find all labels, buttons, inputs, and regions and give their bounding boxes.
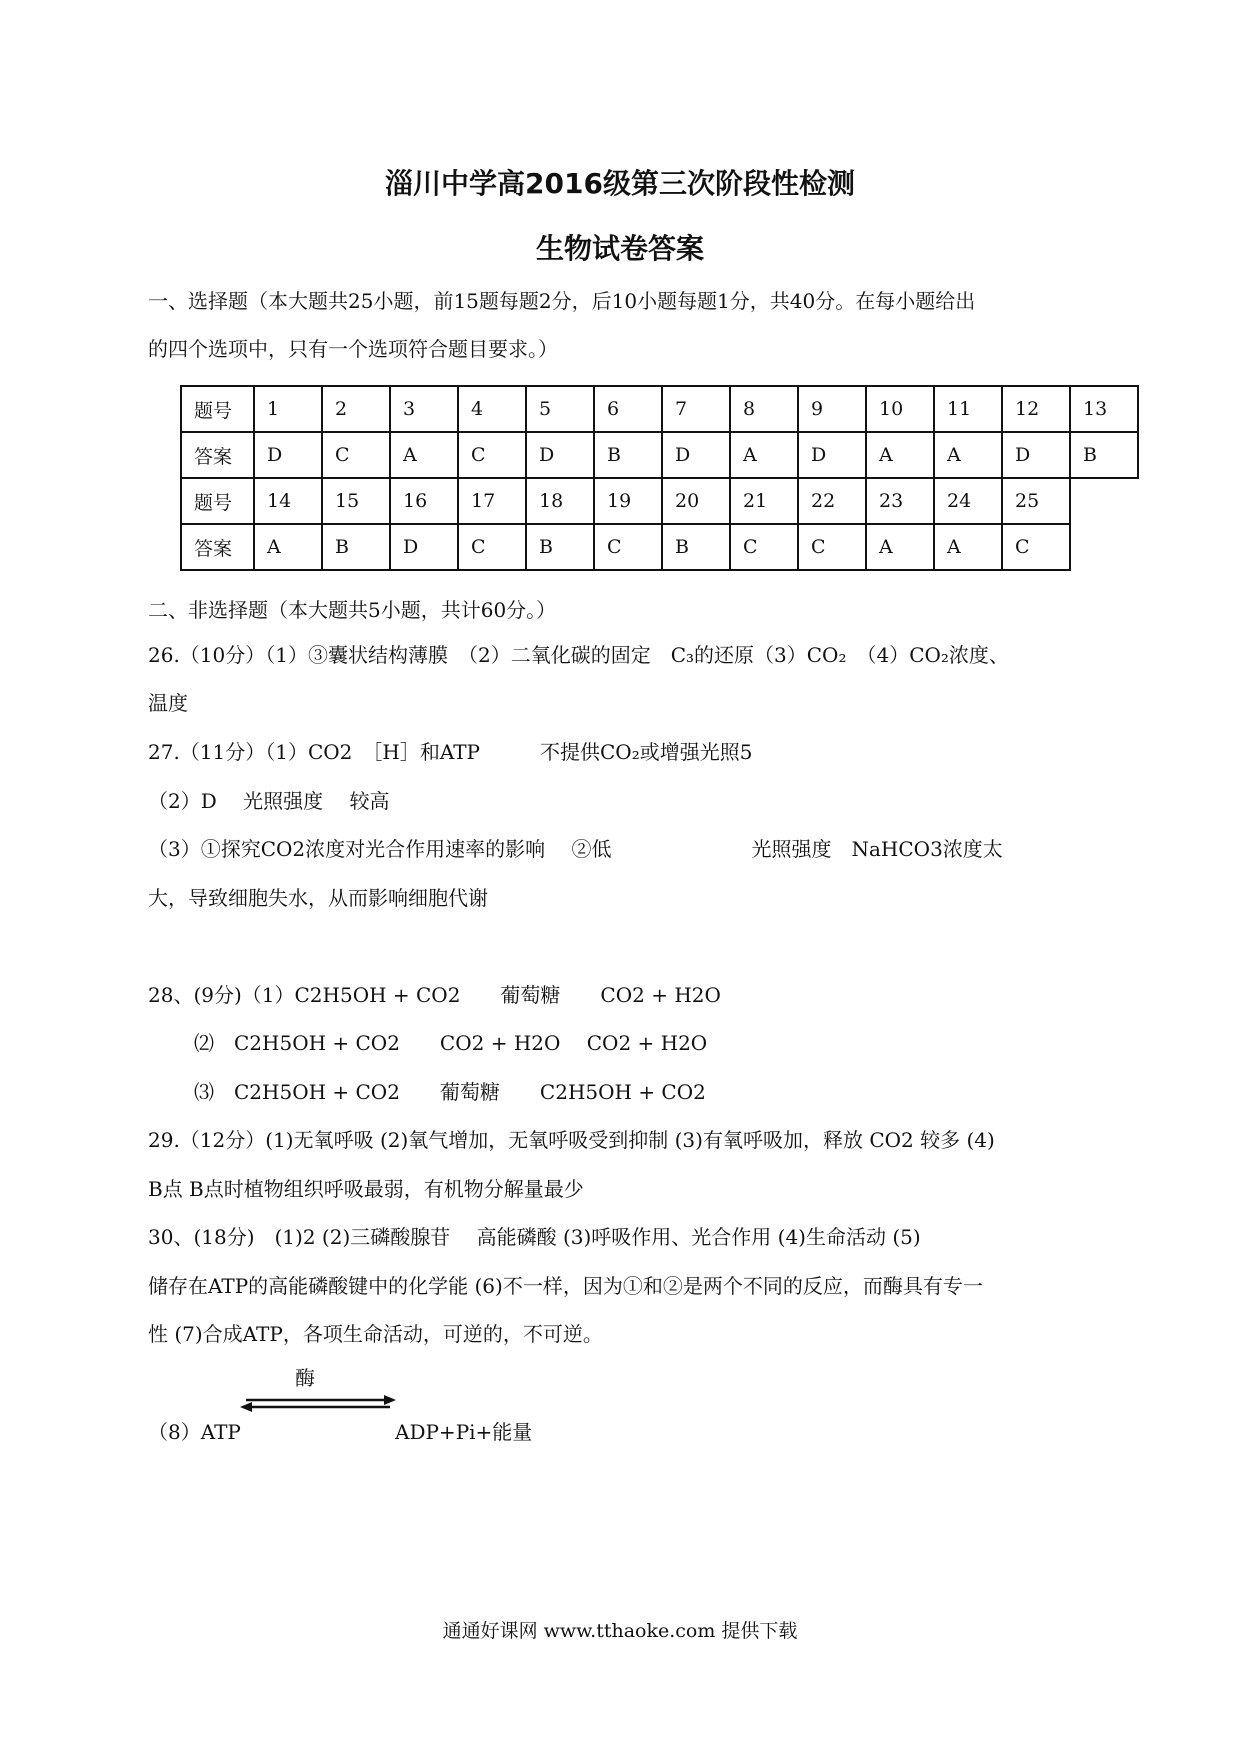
q28-line2: ⑵ C2H5OH + CO2 CO2 + H2O CO2 + H2O (194, 1031, 708, 1055)
answer-cell: C (798, 524, 866, 570)
answer-cell: A (730, 432, 798, 478)
answer-cell: A (254, 524, 322, 570)
question-number-cell: 3 (390, 386, 458, 432)
empty-cell (1070, 478, 1138, 524)
question-number-cell: 11 (934, 386, 1002, 432)
answer-cell: A (866, 524, 934, 570)
question-number-cell: 12 (1002, 386, 1070, 432)
answer-cell: A (390, 432, 458, 478)
table-row (181, 386, 1138, 432)
question-number-cell: 21 (730, 478, 798, 524)
answer-cell: C (730, 524, 798, 570)
q26-line1: 26.（10分）（1）③囊状结构薄膜 （2）二氧化碳的固定 C₃的还原（3）CO₂ （4）CO₂浓度、 (148, 643, 1009, 667)
section1-intro-line1: 一、选择题（本大题共25小题，前15题每题2分，后10小题每题1分，共40分。在每小题给出 (148, 289, 976, 313)
answer-cell: B (594, 432, 662, 478)
q27-line2: （2）D 光照强度 较高 (148, 789, 390, 813)
table-header-label: 题号 (181, 386, 254, 432)
answer-cell: D (798, 432, 866, 478)
enzyme-label: 酶 (295, 1366, 315, 1390)
answer-cell: B (322, 524, 390, 570)
question-number-cell: 6 (594, 386, 662, 432)
q28-line3: ⑶ C2H5OH + CO2 葡萄糖 C2H5OH + CO2 (194, 1080, 706, 1104)
answer-cell: D (662, 432, 730, 478)
q30-8-right: ADP+Pi+能量 (395, 1420, 533, 1444)
question-number-cell: 1 (254, 386, 322, 432)
q27-line3: （3）①探究CO2浓度对光合作用速率的影响 ②低 光照强度 NaHCO3浓度太 (148, 837, 1003, 861)
question-number-cell: 16 (390, 478, 458, 524)
q27-line4: 大，导致细胞失水，从而影响细胞代谢 (148, 886, 488, 910)
q26-line2: 温度 (148, 691, 188, 715)
q29-line1: 29.（12分）(1)无氧呼吸 (2)氧气增加，无氧呼吸受到抑制 (3)有氧呼吸加，释放 CO2 较多 (4) (148, 1128, 995, 1152)
question-number-cell: 14 (254, 478, 322, 524)
q27-line1: 27.（11分）（1）CO2 ［H］和ATP 不提供CO₂或增强光照5 (148, 740, 753, 764)
question-number-cell: 18 (526, 478, 594, 524)
page-title: 淄川中学高2016级第三次阶段性检测 (385, 167, 855, 200)
question-number-cell: 19 (594, 478, 662, 524)
answer-cell: C (594, 524, 662, 570)
answer-table (180, 385, 1139, 571)
q30-line3: 性 (7)合成ATP，各项生命活动，可逆的，不可逆。 (148, 1322, 603, 1346)
question-number-cell: 15 (322, 478, 390, 524)
answer-cell: B (662, 524, 730, 570)
answer-cell: D (254, 432, 322, 478)
question-number-cell: 9 (798, 386, 866, 432)
empty-cell (1070, 524, 1138, 570)
answer-cell: A (934, 432, 1002, 478)
question-number-cell: 20 (662, 478, 730, 524)
section1-intro-line2: 的四个选项中，只有一个选项符合题目要求。） (148, 337, 558, 361)
page-subtitle: 生物试卷答案 (535, 232, 704, 265)
answer-cell: C (458, 432, 526, 478)
question-number-cell: 7 (662, 386, 730, 432)
answer-cell: D (390, 524, 458, 570)
q28-line1: 28、(9分)（1）C2H5OH + CO2 葡萄糖 CO2 + H2O (148, 983, 721, 1007)
answer-cell: C (458, 524, 526, 570)
section2-heading: 二、非选择题（本大题共5小题，共计60分。） (148, 598, 557, 622)
answer-cell: D (1002, 432, 1070, 478)
question-number-cell: 17 (458, 478, 526, 524)
answer-cell: A (934, 524, 1002, 570)
footer-credit: 通通好课网 www.tthaoke.com 提供下载 (442, 1620, 798, 1642)
question-number-cell: 10 (866, 386, 934, 432)
table-answer-label: 答案 (181, 432, 254, 478)
answer-cell: D (526, 432, 594, 478)
question-number-cell: 13 (1070, 386, 1138, 432)
q29-line2: B点 B点时植物组织呼吸最弱，有机物分解量最少 (148, 1177, 584, 1201)
question-number-cell: 8 (730, 386, 798, 432)
answer-cell: C (1002, 524, 1070, 570)
q30-line2: 储存在ATP的高能磷酸键中的化学能 (6)不一样，因为①和②是两个不同的反应，而酶具有专一 (148, 1274, 983, 1298)
answer-cell: B (526, 524, 594, 570)
question-number-cell: 24 (934, 478, 1002, 524)
question-number-cell: 4 (458, 386, 526, 432)
table-row (181, 524, 1138, 570)
table-row (181, 478, 1138, 524)
answer-cell: C (322, 432, 390, 478)
answer-cell: B (1070, 432, 1138, 478)
question-number-cell: 22 (798, 478, 866, 524)
q30-8-left: （8）ATP (148, 1420, 241, 1444)
table-header-label: 题号 (181, 478, 254, 524)
table-answer-label: 答案 (181, 524, 254, 570)
answer-cell: A (866, 432, 934, 478)
table-row (181, 432, 1138, 478)
question-number-cell: 5 (526, 386, 594, 432)
reversible-arrow-icon (238, 1394, 398, 1414)
question-number-cell: 2 (322, 386, 390, 432)
question-number-cell: 23 (866, 478, 934, 524)
question-number-cell: 25 (1002, 478, 1070, 524)
q30-line1: 30、(18分) (1)2 (2)三磷酸腺苷 高能磷酸 (3)呼吸作用、光合作用 (4)生命活动 (5) (148, 1225, 921, 1249)
